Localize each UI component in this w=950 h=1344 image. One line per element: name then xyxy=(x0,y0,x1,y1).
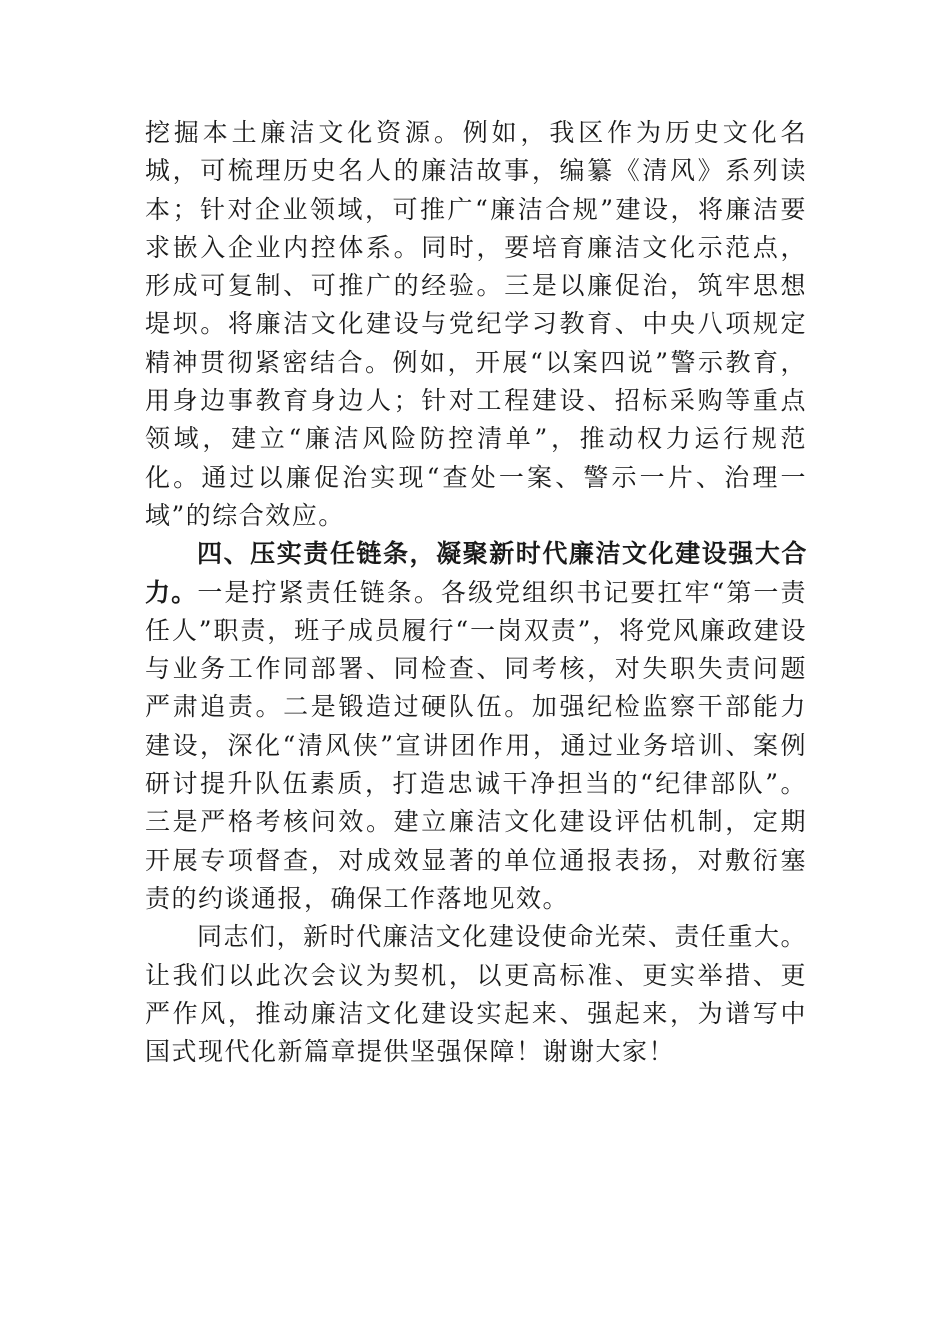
section-4-text: 一是拧紧责任链条。各级党组织书记要扛牢“第一责任人”职责，班子成员履行“一岗双责”，将党风廉政建设与业务工作同部署、同检查、同考核，对失职失责问题严肃追责。二是锻造过硬队伍。加强纪检监察干部能力建设，深化“清风侠”宣讲团作用，通过业务培训、案例研讨提升队伍素质，打造忠诚干净担当的“纪律部队”。三是严格考核问效。建立廉洁文化建设评估机制，定期开展专项督查，对成效显著的单位通报表扬，对敷衍塞责的约谈通报，确保工作落地见效。 xyxy=(145,577,807,913)
paragraph-closing xyxy=(145,918,807,1071)
paragraph-continuation xyxy=(145,114,807,535)
document-body xyxy=(145,114,807,1071)
closing-text: 同志们，新时代廉洁文化建设使命光荣、责任重大。让我们以此次会议为契机，以更高标准、更实举措、更严作风，推动廉洁文化建设实起来、强起来，为谱写中国式现代化新篇章提供坚强保障！谢谢大家！ xyxy=(145,922,807,1067)
paragraph-section-4 xyxy=(145,535,807,918)
section-4-heading: 四、压实责任链条，凝聚新时代廉洁文化建设强大合力。 xyxy=(145,539,807,607)
paragraph-continuation-text: 挖掘本土廉洁文化资源。例如，我区作为历史文化名城，可梳理历史名人的廉洁故事，编纂《清风》系列读本；针对企业领域，可推广“廉洁合规”建设，将廉洁要求嵌入企业内控体系。同时，要培育廉洁文化示范点，形成可复制、可推广的经验。三是以廉促治，筑牢思想堤坝。将廉洁文化建设与党纪学习教育、中央八项规定精神贯彻紧密结合。例如，开展“以案四说”警示教育，用身边事教育身边人；针对工程建设、招标采购等重点领域，建立“廉洁风险防控清单”，推动权力运行规范化。通过以廉促治实现“查处一案、警示一片、治理一域”的综合效应。 xyxy=(145,118,807,530)
